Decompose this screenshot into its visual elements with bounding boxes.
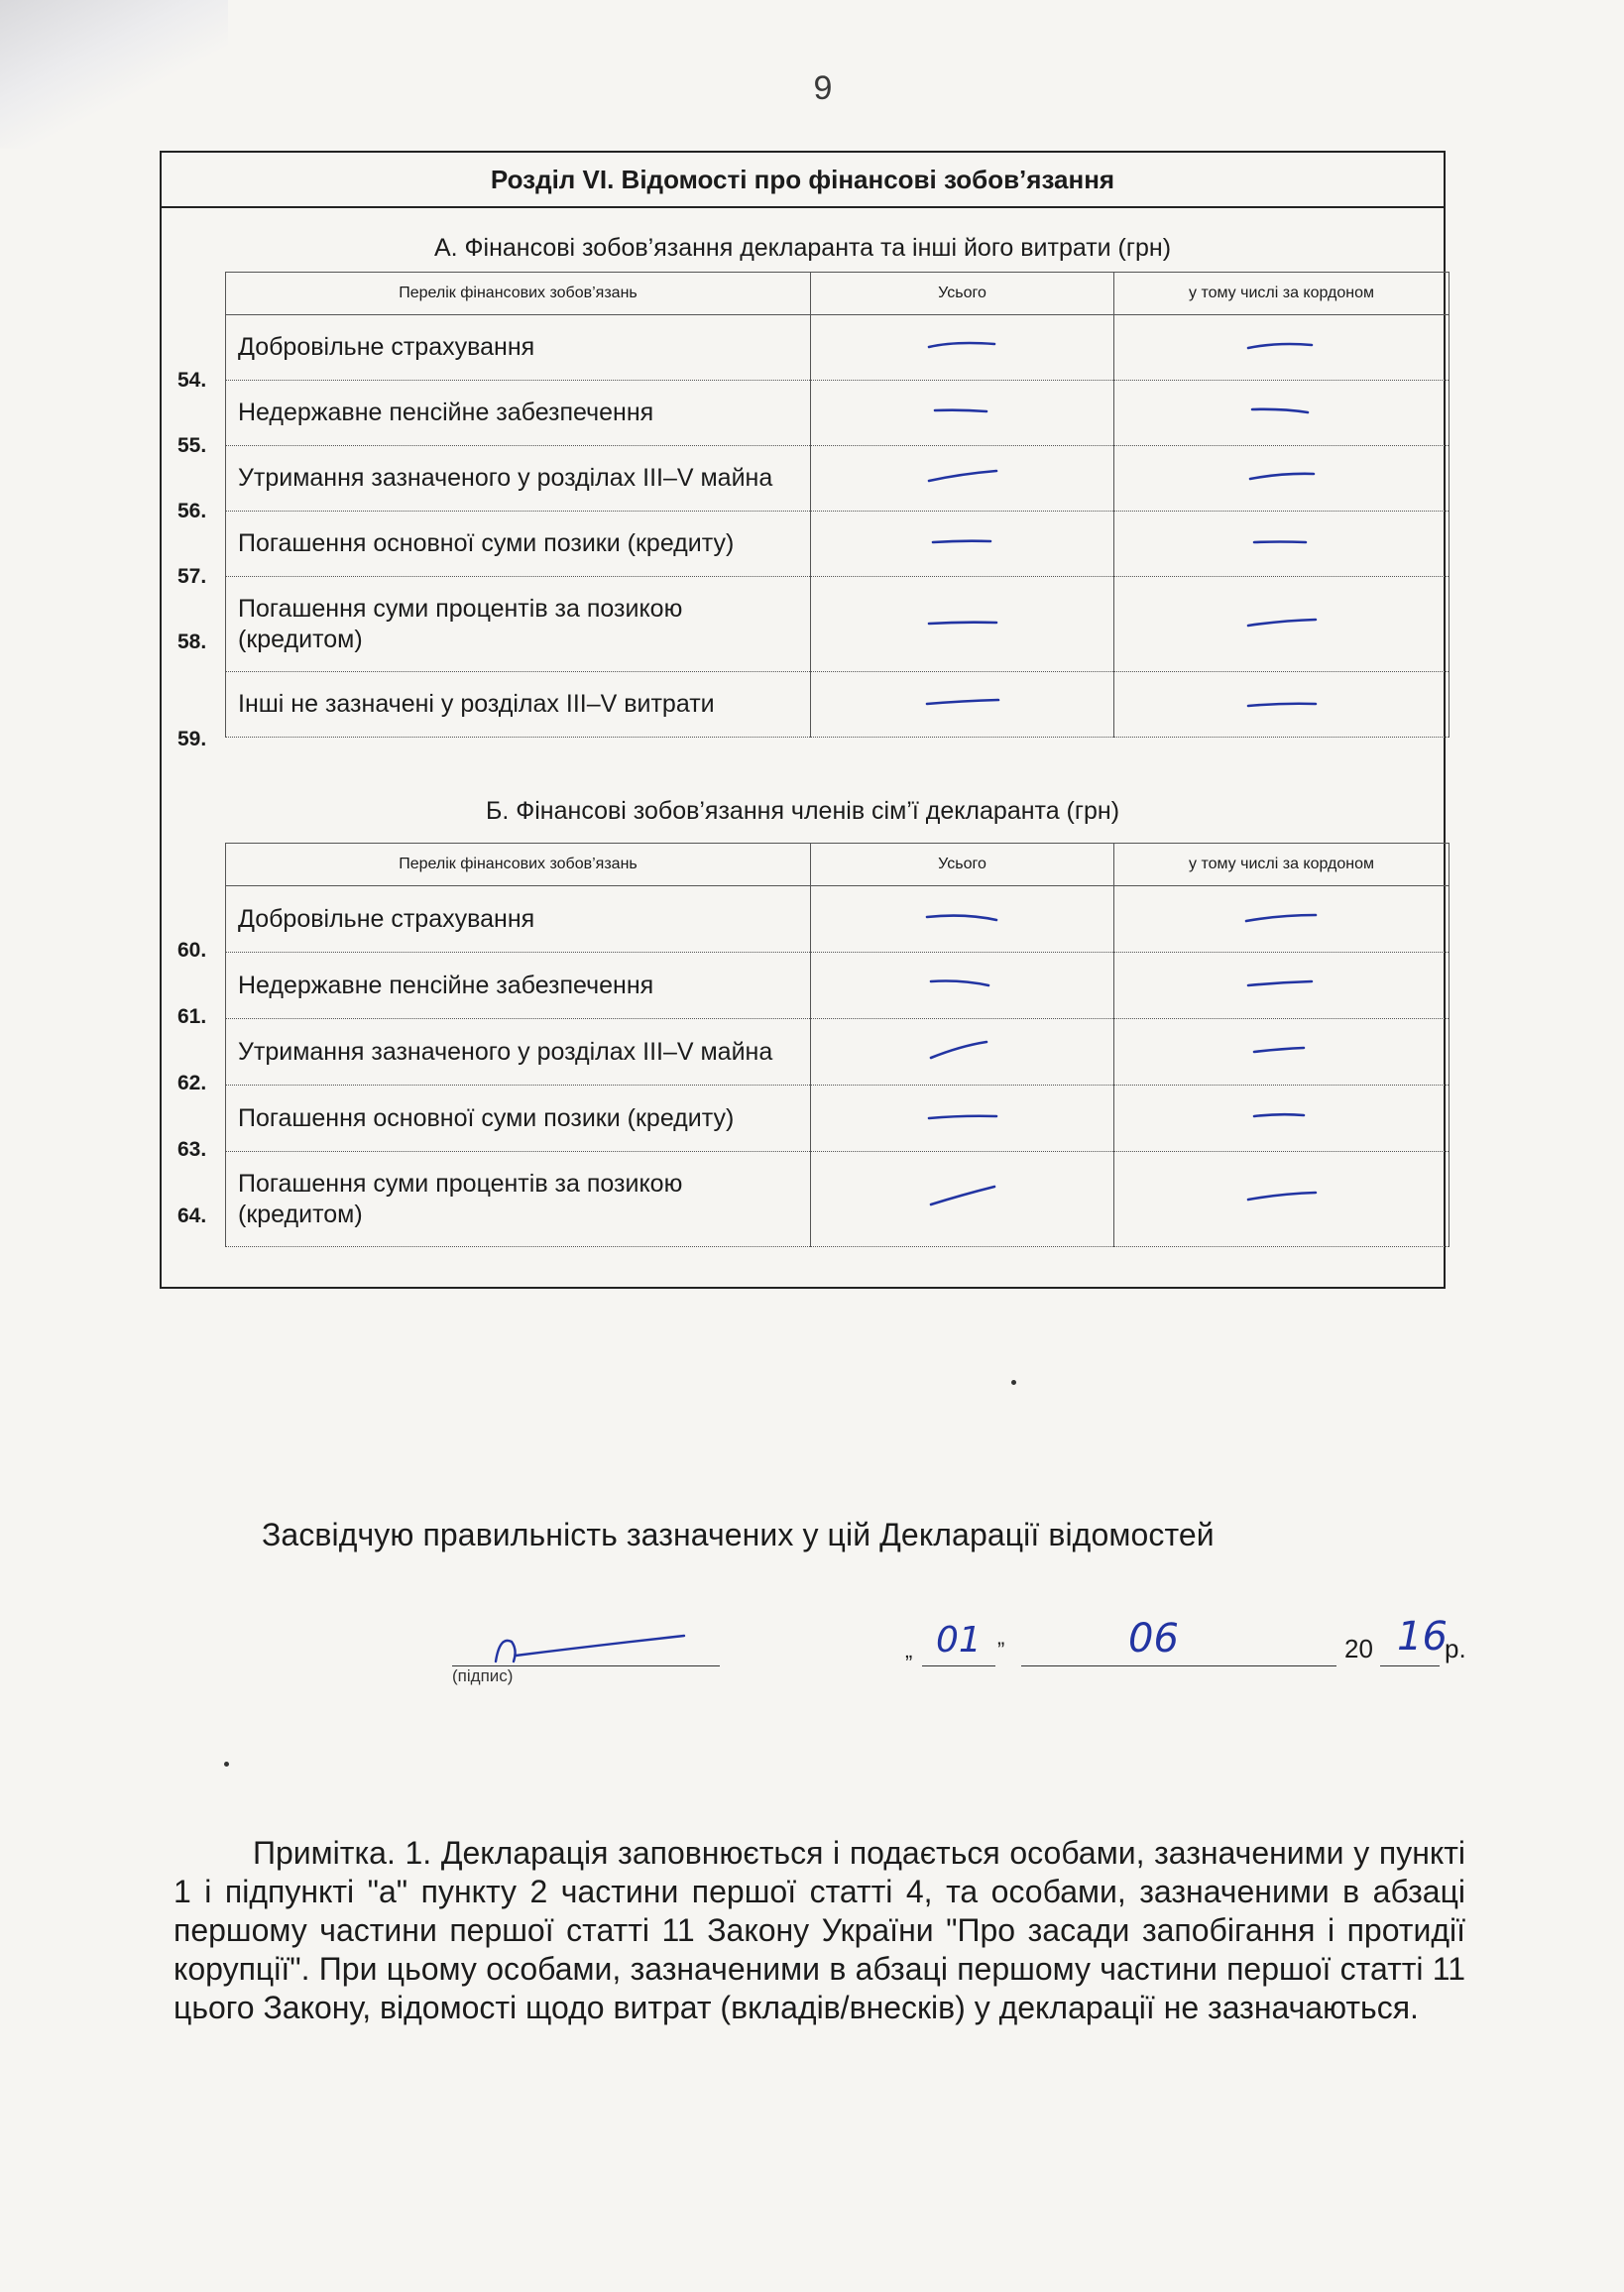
quote-close: ” [997, 1638, 1005, 1662]
row-label: Погашення основної суми позики (кредиту) [226, 1086, 811, 1152]
table-row [226, 953, 1450, 1019]
signature-month: 06 [1128, 1616, 1179, 1662]
dash-scribble [1244, 974, 1320, 993]
total-cell [811, 315, 1114, 381]
total-cell [811, 672, 1114, 738]
table-row [226, 315, 1450, 381]
abroad-cell [1114, 1019, 1450, 1086]
dash-scribble [925, 974, 1000, 993]
part-a-table [225, 272, 1450, 738]
abroad-cell [1114, 953, 1450, 1019]
row-label: Погашення суми процентів за позикою (кредитом) [226, 577, 811, 672]
table-row [226, 1019, 1450, 1086]
table-row [226, 1152, 1450, 1247]
certification-statement: Засвідчую правильність зазначених у цій Декларації відомостей [262, 1517, 1215, 1552]
dash-scribble [925, 612, 1000, 631]
total-cell [811, 1086, 1114, 1152]
dash-scribble [1244, 1187, 1320, 1206]
abroad-cell [1114, 446, 1450, 512]
column-header: Перелік фінансових зобов’язань [226, 844, 811, 886]
footnote-text: Примітка. 1. Декларація заповнюється і подається особами, зазначеними у пункті 1 і підпункті "а" пункту 2 частини першої статті 4, та особами, зазначеними в абзаці першому частини першої статті 11 Закону України "Про засади запобігання і протидії корупції". При цьому особами, зазначеними в абзаці першому частини першої статті 11 цього Закону, відомості щодо витрат (вкладів/внесків) у декларації не зазначаються. [174, 1835, 1465, 2025]
dash-scribble [1244, 401, 1320, 420]
scan-speck [1011, 1380, 1016, 1385]
dash-scribble [925, 401, 1000, 420]
table-row [226, 577, 1450, 672]
row-number: 57. [177, 565, 207, 588]
signature-caption: (підпис) [452, 1666, 514, 1685]
dash-scribble [1244, 692, 1320, 712]
year-line [1380, 1665, 1440, 1666]
total-cell [811, 953, 1114, 1019]
column-header: Усього [811, 273, 1114, 315]
table-row [226, 672, 1450, 738]
total-cell [811, 512, 1114, 577]
row-label: Погашення суми процентів за позикою (кредитом) [226, 1152, 811, 1247]
dash-scribble [1244, 466, 1320, 486]
row-number: 63. [177, 1138, 207, 1161]
row-number: 54. [177, 369, 207, 392]
table-row [226, 446, 1450, 512]
signature-mark [476, 1606, 704, 1675]
row-label: Добровільне страхування [226, 315, 811, 381]
total-cell [811, 446, 1114, 512]
total-cell [811, 381, 1114, 446]
dash-scribble [1244, 907, 1320, 927]
row-number: 61. [177, 1005, 207, 1028]
dash-scribble [1244, 1040, 1320, 1060]
dash-scribble [925, 1187, 1000, 1206]
abroad-cell [1114, 315, 1450, 381]
column-header: у тому числі за кордоном [1114, 844, 1450, 886]
row-number: 58. [177, 630, 207, 653]
row-label: Інші не зазначені у розділах III–V витрати [226, 672, 811, 738]
table-row [226, 1086, 1450, 1152]
dash-scribble [925, 1106, 1000, 1126]
row-label: Утримання зазначеного у розділах III–V майна [226, 446, 811, 512]
row-number: 55. [177, 434, 207, 457]
table-row [226, 381, 1450, 446]
day-line [922, 1665, 995, 1666]
abroad-cell [1114, 886, 1450, 953]
signature-day: 01 [936, 1620, 982, 1661]
part-a-title: А. Фінансові зобов’язання декларанта та інші його витрати (грн) [433, 234, 1172, 262]
dash-scribble [925, 1040, 1000, 1060]
column-header: Усього [811, 844, 1114, 886]
dash-scribble [925, 531, 1000, 551]
quote-open: „ [905, 1638, 913, 1662]
table-row [226, 886, 1450, 953]
part-b-table [225, 843, 1450, 1247]
section-frame [160, 151, 1446, 1289]
dash-scribble [1244, 612, 1320, 631]
row-label: Недержавне пенсійне забезпечення [226, 953, 811, 1019]
dash-scribble [1244, 531, 1320, 551]
dash-scribble [925, 907, 1000, 927]
abroad-cell [1114, 672, 1450, 738]
abroad-cell [1114, 577, 1450, 672]
row-number: 60. [177, 939, 207, 962]
part-b-title: Б. Фінансові зобов’язання членів сім’ї декларанта (грн) [485, 797, 1120, 825]
total-cell [811, 577, 1114, 672]
year-prefix: 20 [1344, 1634, 1373, 1663]
total-cell [811, 886, 1114, 953]
row-number: 56. [177, 500, 207, 522]
dash-scribble [925, 335, 1000, 355]
page-number: 9 [813, 69, 833, 107]
abroad-cell [1114, 1086, 1450, 1152]
column-header: у тому числі за кордоном [1114, 273, 1450, 315]
abroad-cell [1114, 381, 1450, 446]
dash-scribble [925, 692, 1000, 712]
dash-scribble [1244, 335, 1320, 355]
table-row [226, 512, 1450, 577]
row-number: 59. [177, 728, 207, 750]
section-title: Розділ VI. Відомості про фінансові зобов’язання [162, 153, 1444, 208]
total-cell [811, 1019, 1114, 1086]
footnote [174, 1834, 1465, 2027]
row-label: Погашення основної суми позики (кредиту) [226, 512, 811, 577]
row-label: Добровільне страхування [226, 886, 811, 953]
row-label: Недержавне пенсійне забезпечення [226, 381, 811, 446]
month-line [1021, 1665, 1336, 1666]
abroad-cell [1114, 1152, 1450, 1247]
dash-scribble [925, 466, 1000, 486]
dash-scribble [1244, 1106, 1320, 1126]
abroad-cell [1114, 512, 1450, 577]
total-cell [811, 1152, 1114, 1247]
row-number: 64. [177, 1204, 207, 1227]
year-abbreviation: р. [1445, 1634, 1466, 1663]
row-number: 62. [177, 1072, 207, 1094]
column-header: Перелік фінансових зобов’язань [226, 273, 811, 315]
signature-year: 16 [1397, 1614, 1448, 1660]
row-label: Утримання зазначеного у розділах III–V майна [226, 1019, 811, 1086]
scan-speck [224, 1762, 229, 1767]
